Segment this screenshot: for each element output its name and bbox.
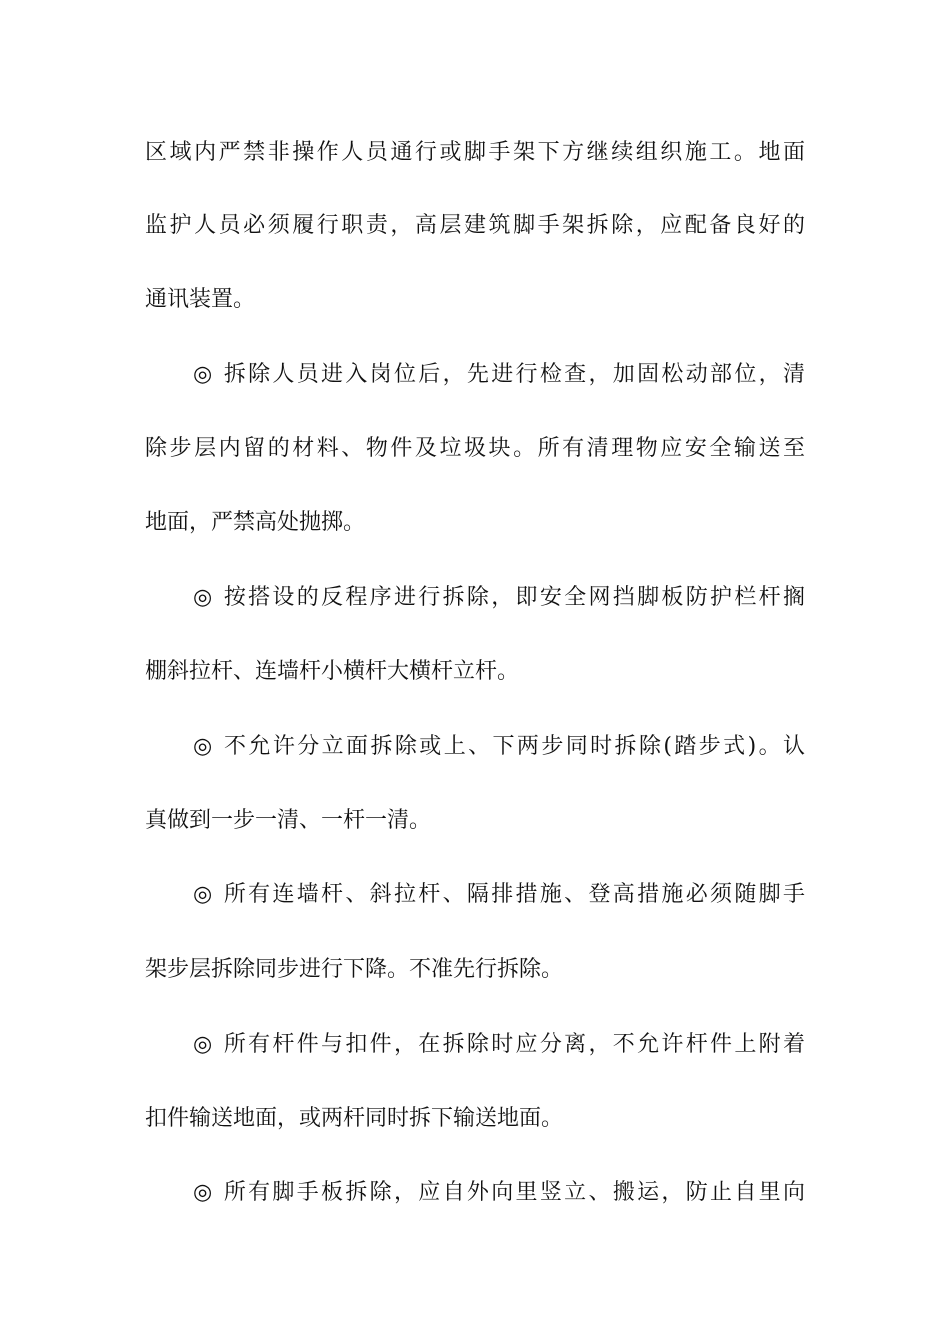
text-line-3: 通讯装置。: [145, 287, 256, 312]
bullet-item-5-line-1: ◎ 所有杆件与扣件，在拆除时应分离，不允许杆件上附着: [193, 1032, 805, 1057]
bullet-item-1-line-3: 地面，严禁高处抛掷。: [145, 510, 366, 535]
text-line-2: 监护人员必须履行职责，高层建筑脚手架拆除，应配备良好的: [145, 213, 805, 238]
bullet-item-3-line-1: ◎ 不允许分立面拆除或上、下两步同时拆除(踏步式)。认: [193, 734, 805, 759]
bullet-item-6-line-1: ◎ 所有脚手板拆除，应自外向里竖立、搬运，防止自里向: [193, 1180, 805, 1205]
bullet-item-4-line-1: ◎ 所有连墙杆、斜拉杆、隔排措施、登高措施必须随脚手: [193, 882, 805, 907]
bullet-item-5-line-2: 扣件输送地面，或两杆同时拆下输送地面。: [145, 1106, 564, 1131]
bullet-item-1-line-1: ◎ 拆除人员进入岗位后，先进行检查，加固松动部位，清: [193, 362, 805, 387]
bullet-item-3-line-2: 真做到一步一清、一杆一清。: [145, 808, 432, 833]
bullet-item-2-line-1: ◎ 按搭设的反程序进行拆除，即安全网挡脚板防护栏杆搁: [193, 585, 805, 610]
text-line-1: 区域内严禁非操作人员通行或脚手架下方继续组织施工。地面: [145, 140, 805, 165]
bullet-item-1-line-2: 除步层内留的材料、物件及垃圾块。所有清理物应安全输送至: [145, 436, 805, 461]
bullet-item-4-line-2: 架步层拆除同步进行下降。不准先行拆除。: [145, 957, 564, 982]
bullet-item-2-line-2: 棚斜拉杆、连墙杆小横杆大横杆立杆。: [145, 659, 520, 684]
